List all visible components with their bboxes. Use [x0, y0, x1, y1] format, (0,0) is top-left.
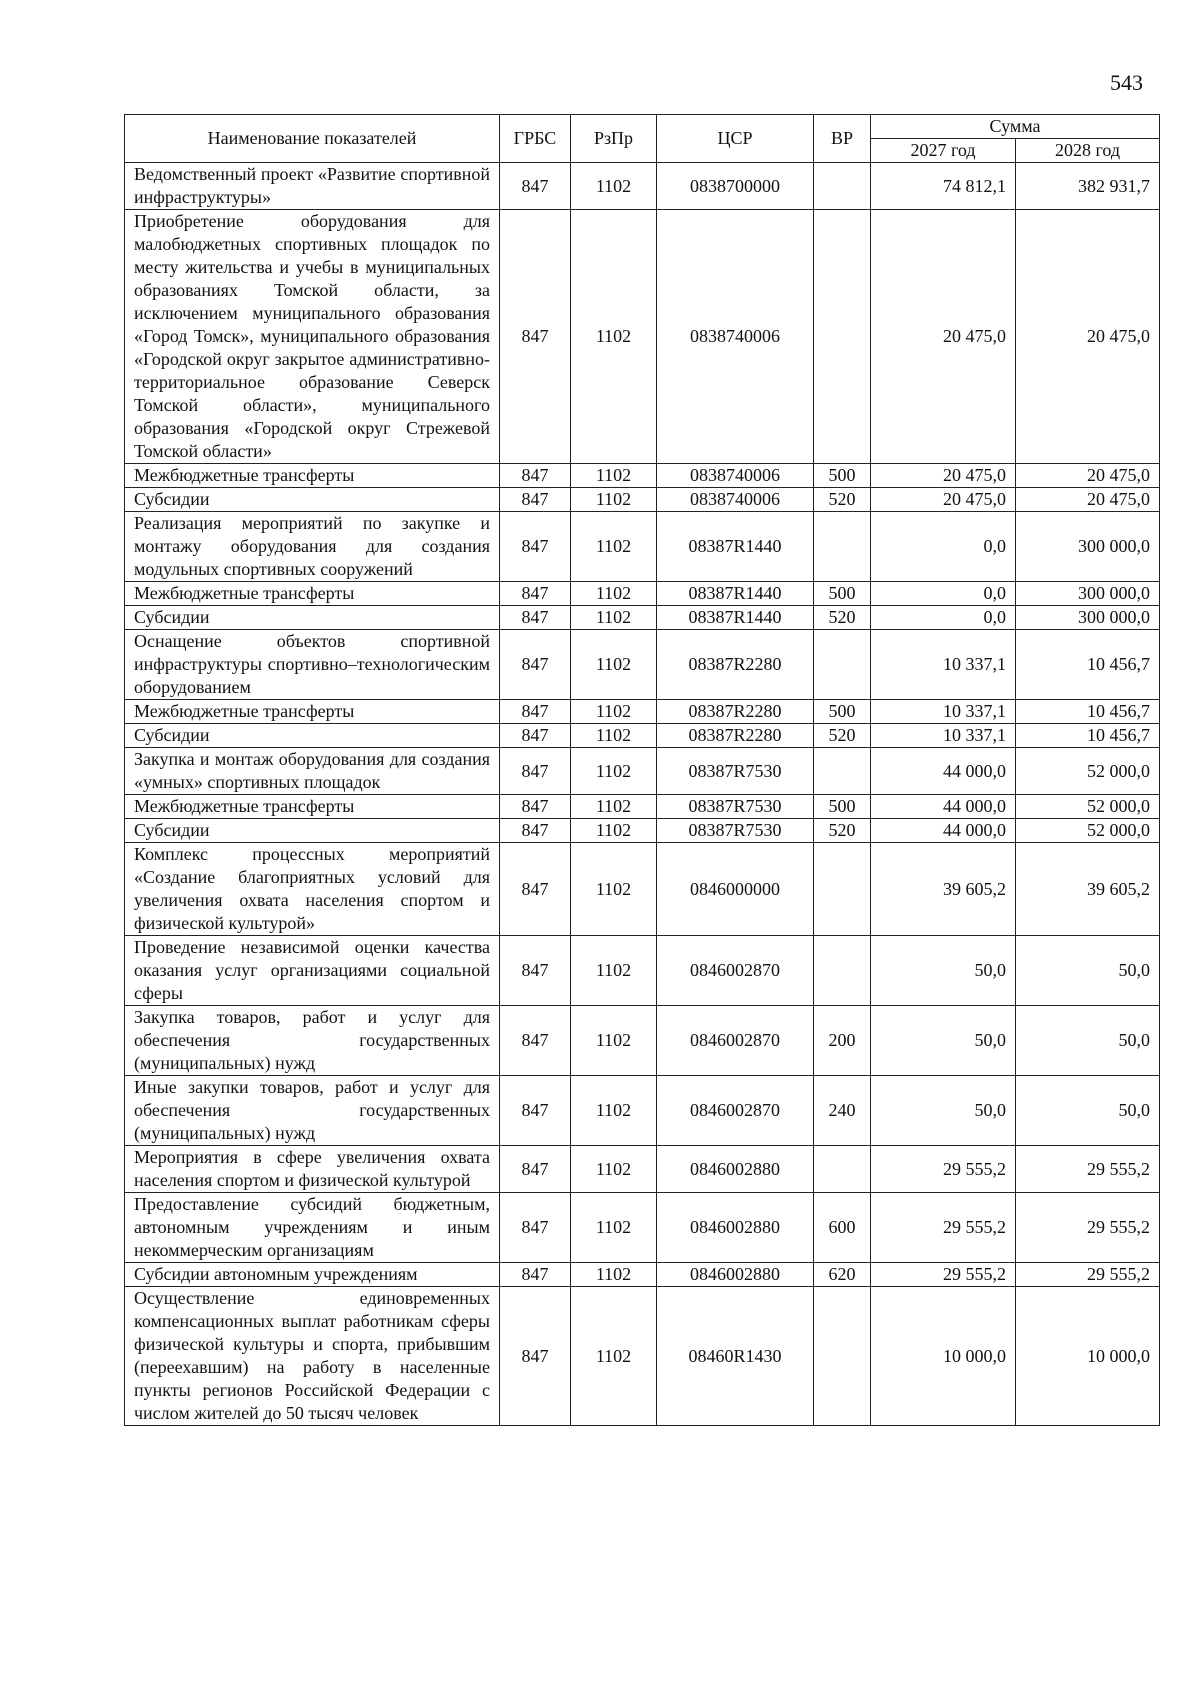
cell-vr: [814, 748, 871, 795]
table-row: [125, 843, 1160, 936]
cell-sum-2027: 10 337,1: [871, 630, 1016, 700]
table-row: [125, 1006, 1160, 1076]
cell-vr: 520: [814, 606, 871, 630]
cell-sum-2027: 20 475,0: [871, 464, 1016, 488]
cell-sum-2027: 0,0: [871, 606, 1016, 630]
cell-grbs: 847: [500, 488, 571, 512]
cell-csr: 0846002870: [657, 936, 814, 1006]
cell-sum-2027: 44 000,0: [871, 748, 1016, 795]
cell-grbs: 847: [500, 700, 571, 724]
cell-sum-2027: 50,0: [871, 936, 1016, 1006]
cell-csr: 08387R2280: [657, 630, 814, 700]
table-row: [125, 936, 1160, 1006]
cell-vr: 600: [814, 1193, 871, 1263]
cell-rzpr: 1102: [571, 1006, 657, 1076]
cell-csr: 08387R7530: [657, 748, 814, 795]
cell-rzpr: 1102: [571, 1287, 657, 1426]
cell-grbs: 847: [500, 748, 571, 795]
cell-name: Субсидии: [125, 606, 500, 630]
cell-sum-2028: 10 000,0: [1016, 1287, 1160, 1426]
cell-sum-2028: 29 555,2: [1016, 1193, 1160, 1263]
cell-csr: 0846002870: [657, 1076, 814, 1146]
cell-name: Оснащение объектов спортивной инфраструктуры спортивно–технологическим оборудованием: [125, 630, 500, 700]
cell-sum-2028: 20 475,0: [1016, 464, 1160, 488]
cell-name: Субсидии: [125, 488, 500, 512]
cell-csr: 0846000000: [657, 843, 814, 936]
cell-grbs: 847: [500, 795, 571, 819]
cell-sum-2028: 10 456,7: [1016, 724, 1160, 748]
table-row: [125, 1263, 1160, 1287]
cell-csr: 0846002880: [657, 1263, 814, 1287]
cell-grbs: 847: [500, 724, 571, 748]
cell-sum-2028: 382 931,7: [1016, 163, 1160, 210]
cell-name: Субсидии: [125, 819, 500, 843]
cell-vr: 500: [814, 464, 871, 488]
cell-vr: 520: [814, 724, 871, 748]
cell-grbs: 847: [500, 606, 571, 630]
header-rzpr: РзПр: [571, 115, 657, 163]
cell-vr: 200: [814, 1006, 871, 1076]
cell-vr: [814, 512, 871, 582]
page-number: 543: [1110, 70, 1143, 95]
cell-rzpr: 1102: [571, 582, 657, 606]
table-row: [125, 464, 1160, 488]
cell-sum-2028: 300 000,0: [1016, 606, 1160, 630]
cell-csr: 0838740006: [657, 464, 814, 488]
header-csr: ЦСР: [657, 115, 814, 163]
cell-sum-2027: 10 000,0: [871, 1287, 1016, 1426]
cell-rzpr: 1102: [571, 1193, 657, 1263]
cell-sum-2027: 50,0: [871, 1006, 1016, 1076]
cell-rzpr: 1102: [571, 1263, 657, 1287]
cell-rzpr: 1102: [571, 630, 657, 700]
cell-csr: 08387R7530: [657, 795, 814, 819]
budget-table: [124, 114, 1160, 1426]
cell-rzpr: 1102: [571, 464, 657, 488]
cell-vr: [814, 1287, 871, 1426]
cell-vr: [814, 1146, 871, 1193]
table-row: [125, 1076, 1160, 1146]
cell-csr: 08387R2280: [657, 724, 814, 748]
cell-sum-2027: 20 475,0: [871, 210, 1016, 464]
cell-grbs: 847: [500, 1193, 571, 1263]
cell-name: Ведомственный проект «Развитие спортивной инфраструктуры»: [125, 163, 500, 210]
cell-rzpr: 1102: [571, 795, 657, 819]
cell-grbs: 847: [500, 843, 571, 936]
cell-rzpr: 1102: [571, 700, 657, 724]
cell-sum-2028: 29 555,2: [1016, 1263, 1160, 1287]
header-sum: Сумма: [871, 115, 1160, 139]
cell-name: Реализация мероприятий по закупке и монтажу оборудования для создания модульных спортивных сооружений: [125, 512, 500, 582]
cell-name: Приобретение оборудования для малобюджетных спортивных площадок по месту жительства и учебы в муниципальных образованиях Томской области, за исключением муниципального образования «Город Томск», муниципального образования «Городской округ закрытое административно-территориальное образование Северск Томской области», муниципального образования «Городской округ Стрежевой Томской области»: [125, 210, 500, 464]
cell-csr: 0838700000: [657, 163, 814, 210]
cell-sum-2027: 10 337,1: [871, 724, 1016, 748]
cell-rzpr: 1102: [571, 512, 657, 582]
cell-grbs: 847: [500, 1076, 571, 1146]
cell-rzpr: 1102: [571, 163, 657, 210]
cell-csr: 0838740006: [657, 488, 814, 512]
cell-sum-2028: 50,0: [1016, 1076, 1160, 1146]
cell-grbs: 847: [500, 512, 571, 582]
cell-name: Закупка товаров, работ и услуг для обеспечения государственных (муниципальных) нужд: [125, 1006, 500, 1076]
header-vr: ВР: [814, 115, 871, 163]
cell-sum-2028: 52 000,0: [1016, 795, 1160, 819]
cell-sum-2027: 20 475,0: [871, 488, 1016, 512]
cell-grbs: 847: [500, 936, 571, 1006]
table-row: [125, 724, 1160, 748]
cell-csr: 08460R1430: [657, 1287, 814, 1426]
cell-csr: 0846002880: [657, 1146, 814, 1193]
cell-name: Закупка и монтаж оборудования для создания «умных» спортивных площадок: [125, 748, 500, 795]
table-row: [125, 582, 1160, 606]
table-row: [125, 488, 1160, 512]
table-row: [125, 1193, 1160, 1263]
table-row: [125, 210, 1160, 464]
cell-csr: 0846002870: [657, 1006, 814, 1076]
table-body: [125, 163, 1160, 1426]
cell-name: Проведение независимой оценки качества оказания услуг организациями социальной сферы: [125, 936, 500, 1006]
cell-grbs: 847: [500, 1287, 571, 1426]
cell-rzpr: 1102: [571, 1076, 657, 1146]
cell-grbs: 847: [500, 1006, 571, 1076]
header-year-2028: 2028 год: [1016, 139, 1160, 163]
table-row: [125, 630, 1160, 700]
cell-sum-2027: 44 000,0: [871, 819, 1016, 843]
cell-sum-2027: 29 555,2: [871, 1193, 1016, 1263]
table-row: [125, 1146, 1160, 1193]
cell-sum-2027: 29 555,2: [871, 1263, 1016, 1287]
cell-csr: 08387R1440: [657, 582, 814, 606]
cell-vr: 500: [814, 795, 871, 819]
cell-vr: [814, 630, 871, 700]
cell-name: Межбюджетные трансферты: [125, 464, 500, 488]
cell-grbs: 847: [500, 1146, 571, 1193]
cell-vr: [814, 936, 871, 1006]
cell-sum-2028: 10 456,7: [1016, 630, 1160, 700]
cell-rzpr: 1102: [571, 936, 657, 1006]
cell-sum-2028: 50,0: [1016, 936, 1160, 1006]
cell-sum-2027: 39 605,2: [871, 843, 1016, 936]
cell-name: Мероприятия в сфере увеличения охвата населения спортом и физической культурой: [125, 1146, 500, 1193]
cell-csr: 08387R7530: [657, 819, 814, 843]
cell-sum-2028: 20 475,0: [1016, 488, 1160, 512]
cell-sum-2027: 0,0: [871, 512, 1016, 582]
cell-rzpr: 1102: [571, 488, 657, 512]
cell-grbs: 847: [500, 163, 571, 210]
table-header: [125, 115, 1160, 163]
cell-sum-2028: 300 000,0: [1016, 512, 1160, 582]
cell-sum-2027: 50,0: [871, 1076, 1016, 1146]
cell-grbs: 847: [500, 582, 571, 606]
cell-rzpr: 1102: [571, 748, 657, 795]
cell-vr: [814, 210, 871, 464]
cell-sum-2027: 0,0: [871, 582, 1016, 606]
table-row: [125, 748, 1160, 795]
cell-rzpr: 1102: [571, 819, 657, 843]
cell-vr: 620: [814, 1263, 871, 1287]
cell-rzpr: 1102: [571, 843, 657, 936]
table-row: [125, 1287, 1160, 1426]
cell-grbs: 847: [500, 210, 571, 464]
table-row: [125, 512, 1160, 582]
cell-vr: 240: [814, 1076, 871, 1146]
header-year-2027: 2027 год: [871, 139, 1016, 163]
cell-sum-2028: 10 456,7: [1016, 700, 1160, 724]
cell-rzpr: 1102: [571, 210, 657, 464]
cell-rzpr: 1102: [571, 1146, 657, 1193]
cell-sum-2028: 50,0: [1016, 1006, 1160, 1076]
table-row: [125, 795, 1160, 819]
cell-name: Субсидии автономным учреждениям: [125, 1263, 500, 1287]
cell-sum-2027: 29 555,2: [871, 1146, 1016, 1193]
cell-name: Субсидии: [125, 724, 500, 748]
cell-sum-2027: 74 812,1: [871, 163, 1016, 210]
table-row: [125, 700, 1160, 724]
cell-sum-2028: 29 555,2: [1016, 1146, 1160, 1193]
cell-sum-2028: 20 475,0: [1016, 210, 1160, 464]
cell-name: Предоставление субсидий бюджетным, автономным учреждениям и иным некоммерческим организациям: [125, 1193, 500, 1263]
cell-sum-2028: 300 000,0: [1016, 582, 1160, 606]
table-row: [125, 819, 1160, 843]
cell-vr: 520: [814, 819, 871, 843]
cell-vr: [814, 843, 871, 936]
cell-name: Межбюджетные трансферты: [125, 700, 500, 724]
cell-csr: 08387R1440: [657, 606, 814, 630]
cell-csr: 08387R1440: [657, 512, 814, 582]
cell-name: Осуществление единовременных компенсационных выплат работникам сферы физической культуры и спорта, прибывшим (переехавшим) на работу в населенные пункты регионов Российской Федерации с числом жителей до 50 тысяч человек: [125, 1287, 500, 1426]
cell-name: Иные закупки товаров, работ и услуг для обеспечения государственных (муниципальных) нужд: [125, 1076, 500, 1146]
cell-name: Комплекс процессных мероприятий «Создание благоприятных условий для увеличения охвата населения спортом и физической культурой»: [125, 843, 500, 936]
cell-sum-2027: 44 000,0: [871, 795, 1016, 819]
cell-rzpr: 1102: [571, 606, 657, 630]
cell-name: Межбюджетные трансферты: [125, 582, 500, 606]
cell-sum-2028: 39 605,2: [1016, 843, 1160, 936]
cell-vr: 500: [814, 700, 871, 724]
cell-grbs: 847: [500, 630, 571, 700]
cell-sum-2027: 10 337,1: [871, 700, 1016, 724]
cell-sum-2028: 52 000,0: [1016, 748, 1160, 795]
header-grbs: ГРБС: [500, 115, 571, 163]
cell-vr: 520: [814, 488, 871, 512]
cell-vr: [814, 163, 871, 210]
cell-vr: 500: [814, 582, 871, 606]
table-row: [125, 163, 1160, 210]
cell-name: Межбюджетные трансферты: [125, 795, 500, 819]
cell-csr: 0838740006: [657, 210, 814, 464]
cell-grbs: 847: [500, 819, 571, 843]
cell-csr: 0846002880: [657, 1193, 814, 1263]
cell-csr: 08387R2280: [657, 700, 814, 724]
cell-rzpr: 1102: [571, 724, 657, 748]
cell-sum-2028: 52 000,0: [1016, 819, 1160, 843]
cell-grbs: 847: [500, 1263, 571, 1287]
cell-grbs: 847: [500, 464, 571, 488]
table-row: [125, 606, 1160, 630]
header-name: Наименование показателей: [125, 115, 500, 163]
